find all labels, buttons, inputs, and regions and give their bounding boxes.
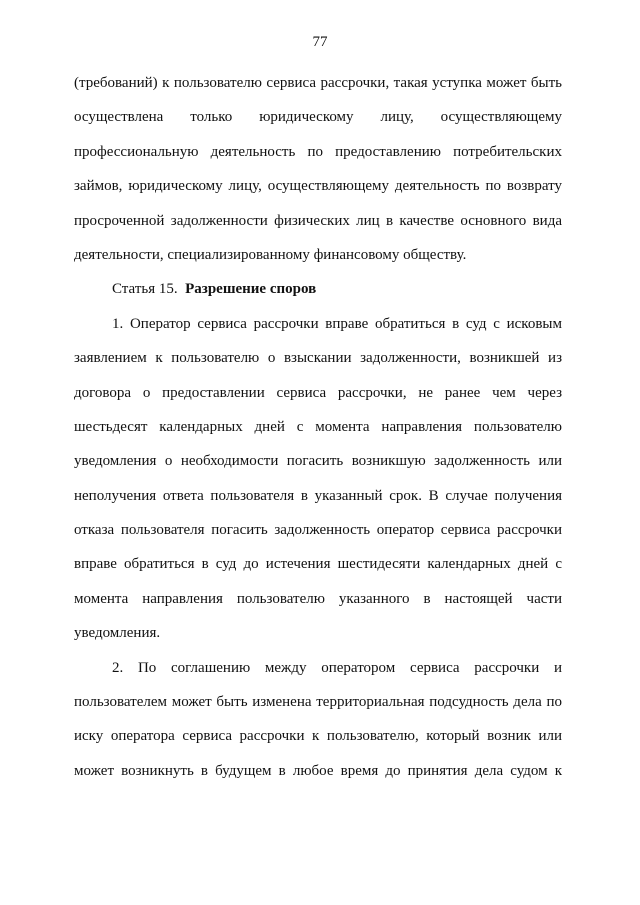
text-line: пользователем может быть изменена территориальная подсудность дела по (74, 694, 562, 711)
article-heading (74, 272, 562, 306)
article-label: Статья 15. (112, 281, 178, 298)
text-line: момента направления пользователю указанного в настоящей части (74, 590, 562, 607)
text-line: (требований) к пользователю сервиса рассрочки, такая уступка может быть (74, 75, 562, 91)
text-line: договора о предоставлении сервиса рассрочки, не ранее чем через (74, 384, 562, 401)
paragraph-1 (74, 307, 562, 651)
text-line: иску оператора сервиса рассрочки к пользователю, который возник или (74, 728, 562, 745)
text-line: профессиональную деятельность по предоставлению потребительских (74, 143, 562, 160)
paragraph-2 (74, 651, 562, 789)
text-line: уведомления о необходимости погасить возникшую задолженность или (74, 453, 562, 470)
text-line: 2. По соглашению между оператором сервиса рассрочки и (112, 659, 562, 676)
text-line: заявлением к пользователю о взыскании задолженности, возникшей из (74, 350, 562, 367)
text-line: шестьдесят календарных дней с момента направления пользователю (74, 418, 562, 435)
text-line: деятельности, специализированному финансовому обществу. (74, 246, 467, 263)
text-line: вправе обратиться в суд до истечения шестидесяти календарных дней с (74, 556, 562, 573)
text-line: 1. Оператор сервиса рассрочки вправе обратиться в суд с исковым (112, 315, 562, 332)
text-line: неполучения ответа пользователя в указанный срок. В случае получения (74, 487, 562, 504)
text-line: может возникнуть в будущем в любое время до принятия дела судом к (74, 762, 562, 779)
page-number: 77 (312, 34, 328, 50)
text-line: отказа пользователя погасить задолженность оператор сервиса рассрочки (74, 522, 562, 539)
text-line: займов, юридическому лицу, осуществляющему деятельность по возврату (74, 178, 562, 195)
text-line: осуществлена только юридическому лицу, осуществляющему (74, 109, 562, 126)
article-title: Разрешение споров (185, 281, 317, 298)
text-line: уведомления. (74, 625, 161, 642)
document-body (74, 66, 562, 788)
text-line: просроченной задолженности физических лиц в качестве основного вида (74, 212, 562, 229)
paragraph-continuation (74, 66, 562, 272)
